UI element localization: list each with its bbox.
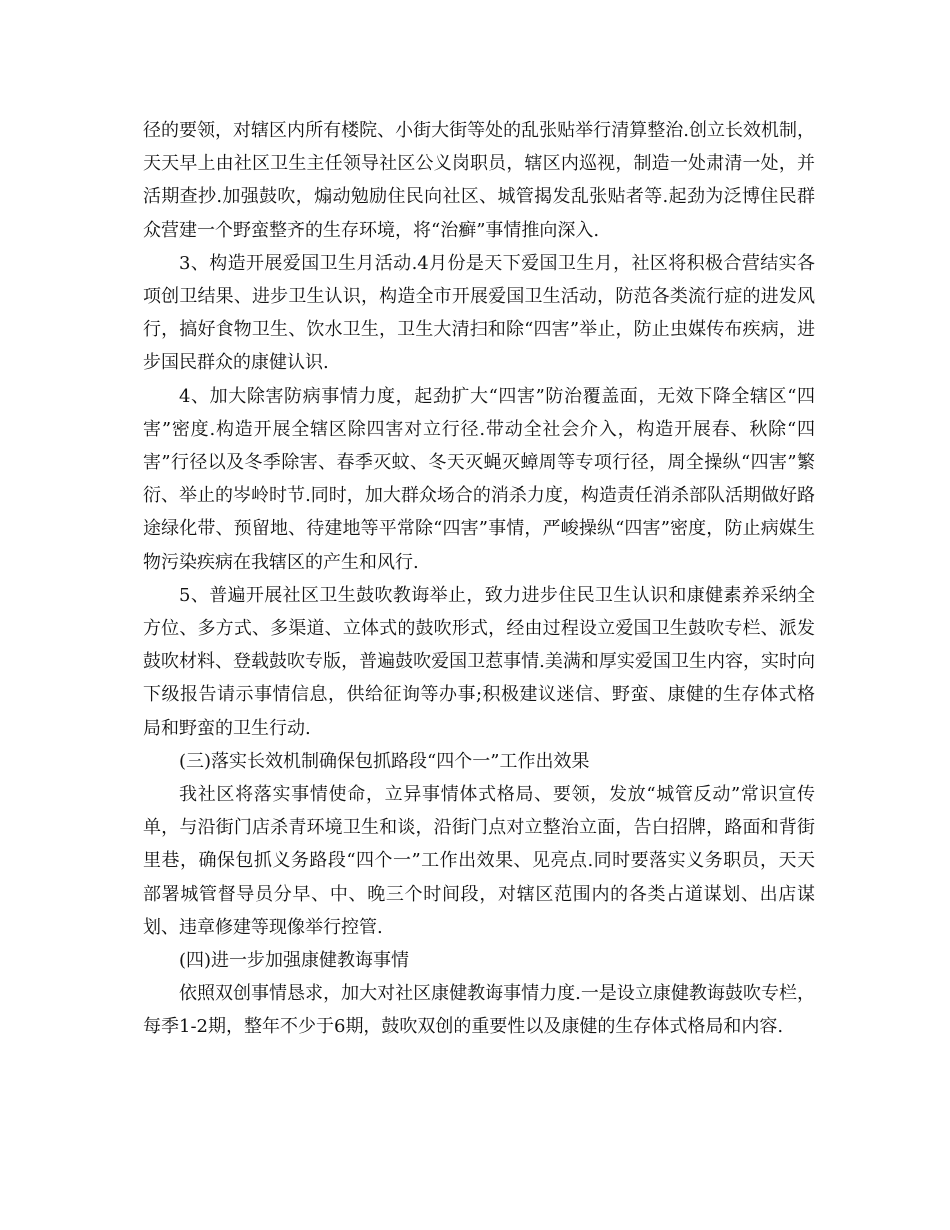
document-body <box>143 114 815 1044</box>
section-heading-3: (三)落实长效机制确保包抓路段“四个一”工作出效果 <box>179 750 590 772</box>
paragraph-item-3: 3、构造开展爱国卫生月活动.4月份是天下爱国卫生月，社区将积极合营结实各项创卫结果、进步卫生认识，构造全市开展爱国卫生活动，防范各类流行症的进发风行，搞好食物卫生、饮水卫生，卫生大清扫和除“四害”举止，防止虫媒传布疾病，进步国民群众的康健认识. <box>143 252 815 374</box>
paragraph-section-4: 依照双创事情恳求，加大对社区康健教诲事情力度.一是设立康健教诲鼓吹专栏，每季1-2期，整年不少于6期，鼓吹双创的重要性以及康健的生存体式格局和内容. <box>143 983 815 1038</box>
paragraph-item-5: 5、普遍开展社区卫生鼓吹教诲举止，致力进步住民卫生认识和康健素养采纳全方位、多方式、多渠道、立体式的鼓吹形式，经由过程设立爱国卫生鼓吹专栏、派发鼓吹材料、登载鼓吹专版，普遍鼓吹爱国卫惹事情.美满和厚实爱国卫生内容，实时向下级报告请示事情信息，供给征询等办事;积极建议迷信、野蛮、康健的生存体式格局和野蛮的卫生行动. <box>143 584 815 739</box>
section-heading-4: (四)进一步加强康健教诲事情 <box>179 950 410 972</box>
paragraph-item-4: 4、加大除害防病事情力度，起劲扩大“四害”防治覆盖面，无效下降全辖区“四害”密度.构造开展全辖区除四害对立行径.带动全社会介入，构造开展春、秋除“四害”行径以及冬季除害、春季灭蚊、冬天灭蝇灭蟑周等专项行径，周全操纵“四害”繁衍、举止的岑岭时节.同时，加大群众场合的消杀力度，构造责任消杀部队活期做好路途绿化带、预留地、待建地等平常除“四害”事情，严峻操纵“四害”密度，防止病媒生物污染疾病在我辖区的产生和风行. <box>143 385 815 573</box>
paragraph-continuation: 径的要领，对辖区内所有楼院、小街大街等处的乱张贴举行清算整治.创立长效机制，天天早上由社区卫生主任领导社区公义岗职员，辖区内巡视，制造一处肃清一处，并活期查抄.加强鼓吹，煽动勉励住民向社区、城管揭发乱张贴者等.起劲为泛博住民群众营建一个野蛮整齐的生存环境，将“治癣”事情推向深入. <box>143 120 815 241</box>
paragraph-section-3: 我社区将落实事情使命，立异事情体式格局、要领，发放“城管反动”常识宣传单，与沿街门店杀青环境卫生和谈，沿街门点对立整治立面，告白招牌，路面和背街里巷，确保包抓义务路段“四个一”工作出效果、见亮点.同时要落实义务职员，天天部署城管督导员分早、中、晚三个时间段，对辖区范围内的各类占道谋划、出店谋划、违章修建等现像举行控管. <box>143 784 815 938</box>
